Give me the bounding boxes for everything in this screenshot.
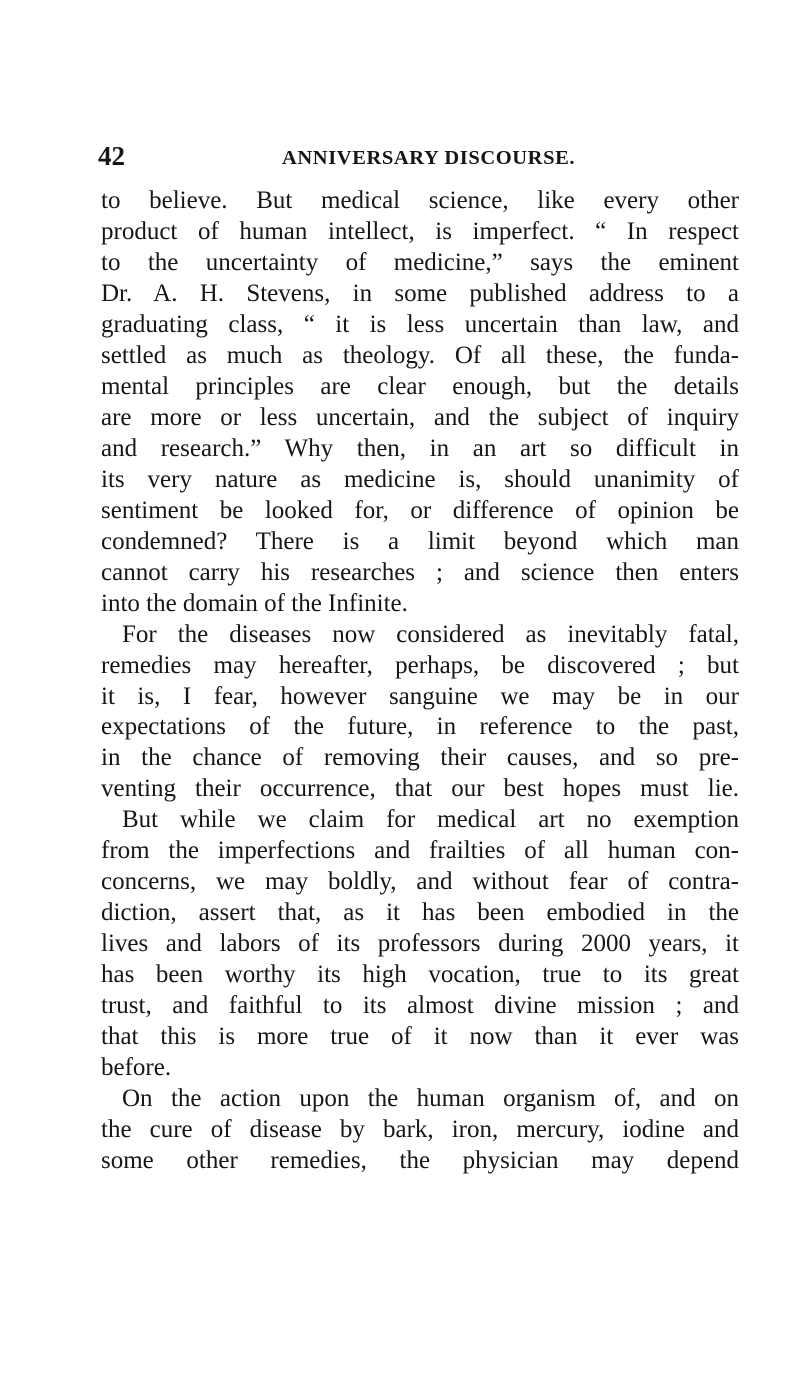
text-line: trust, and faithful to its almost divine mission ; and [101, 992, 739, 1020]
text-line: For the diseases now considered as inevitably fatal, [122, 620, 739, 648]
text-line: that this is more true of it now than it ever was [101, 1023, 739, 1051]
text-line: its very nature as medicine is, should unanimity of [101, 465, 739, 493]
text-line: the cure of disease by bark, iron, mercury, iodine and [101, 1116, 739, 1144]
text-line: into the domain of the Infinite. [101, 589, 408, 617]
page-header [98, 136, 738, 176]
text-line: concerns, we may boldly, and without fear of contra- [101, 868, 739, 896]
text-line: sentiment be looked for, or difference of opinion be [101, 496, 739, 524]
text-line: before. [101, 1054, 172, 1082]
text-line: it is, I fear, however sanguine we may be in our [101, 682, 739, 710]
body-text [101, 186, 739, 1177]
text-line: to the uncertainty of medicine,” says the eminent [101, 248, 739, 276]
text-line: settled as much as theology. Of all these, the funda- [101, 341, 739, 369]
text-line: diction, assert that, as it has been embodied in the [101, 899, 739, 927]
running-head: ANNIVERSARY DISCOURSE. [282, 147, 576, 169]
text-line: lives and labors of its professors during 2000 years, it [101, 930, 739, 958]
text-line: On the action upon the human organism of, and on [122, 1085, 739, 1113]
text-line: But while we claim for medical art no exemption [122, 806, 739, 834]
page-number: 42 [98, 141, 125, 171]
text-line: expectations of the future, in reference to the past, [101, 713, 739, 741]
text-line: some other remedies, the physician may depend [101, 1147, 739, 1175]
text-line: graduating class, “ it is less uncertain than law, and [101, 310, 739, 338]
text-line: condemned? There is a limit beyond which man [101, 527, 739, 555]
text-line: to believe. But medical science, like every other [101, 187, 739, 214]
text-line: in the chance of removing their causes, and so pre- [101, 744, 739, 772]
text-line: Dr. A. H. Stevens, in some published address to a [101, 279, 739, 307]
text-line: remedies may hereafter, perhaps, be discovered ; but [101, 651, 739, 679]
text-line: are more or less uncertain, and the subject of inquiry [101, 403, 739, 431]
text-line: has been worthy its high vocation, true to its great [101, 961, 739, 989]
text-line: and research.” Why then, in an art so difficult in [101, 434, 739, 462]
text-line: mental principles are clear enough, but the details [101, 372, 739, 400]
text-line: from the imperfections and frailties of all human con- [101, 837, 739, 865]
text-line: product of human intellect, is imperfect. “ In respect [101, 217, 739, 245]
text-line: venting their occurrence, that our best hopes must lie. [101, 775, 739, 803]
text-line: cannot carry his researches ; and science then enters [101, 558, 739, 586]
